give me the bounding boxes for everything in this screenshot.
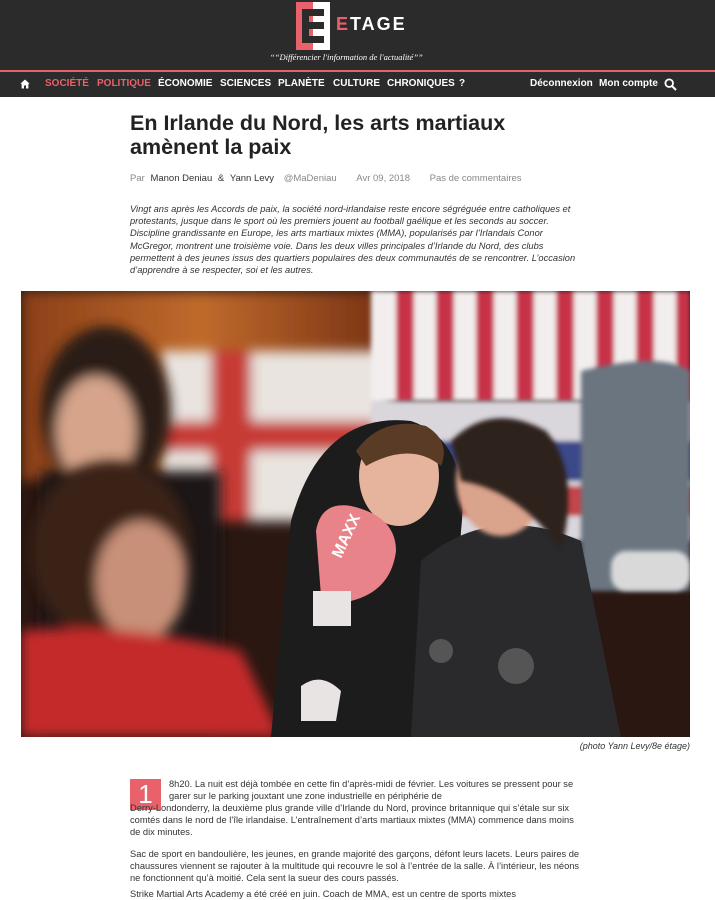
- paragraph-1: Derry-Londonderry, la deuxième plus grande ville d’Irlande du Nord, province britannique qui s’étale sur six comtés dans le nord de l’île irlandaise. L’entraînement d’arts martiaux mixtes (MMA) commence dans moins de dix minutes.: [130, 803, 574, 838]
- photo-illustration: [21, 291, 690, 737]
- logo-wordmark[interactable]: ETAGE: [336, 14, 407, 34]
- nav-item-sciences[interactable]: SCIENCES: [220, 78, 272, 89]
- paragraph-3: Strike Martial Arts Academy a été créé en juin. Coach de MMA, est un centre de sports mixtes: [130, 889, 516, 899]
- tagline: ““Différencier l'information de l'actualité””: [270, 52, 423, 62]
- nav-item-planete[interactable]: PLANÈTE: [278, 78, 325, 89]
- article-photo: [21, 291, 690, 737]
- search-icon[interactable]: [664, 78, 677, 91]
- nav-item-societe[interactable]: SOCIÉTÉ: [45, 78, 89, 89]
- author-separator: &: [217, 173, 225, 184]
- site-header: [0, 0, 715, 70]
- author-link[interactable]: Yann Levy: [229, 173, 275, 184]
- nav-item-economie[interactable]: ÉCONOMIE: [158, 78, 213, 89]
- author-link[interactable]: Manon Deniau: [150, 173, 213, 184]
- article-title: En Irlande du Nord, les arts martiaux amènent la paix: [130, 111, 506, 159]
- nav-item-chroniques[interactable]: CHRONIQUES: [387, 78, 455, 89]
- main-nav: [0, 70, 715, 97]
- meta-by: Par: [130, 173, 145, 184]
- glove-text: MAXX: [329, 511, 365, 561]
- comments-link[interactable]: Pas de commentaires: [429, 173, 522, 184]
- nav-item-politique[interactable]: POLITIQUE: [97, 78, 151, 89]
- nav-item-culture[interactable]: CULTURE: [333, 78, 381, 89]
- article-lede: Vingt ans après les Accords de paix, la société nord-irlandaise reste encore ségréguée entre catholiques et protestants, jusque dans le sport où les premiers jouent au football gaélique et les seconds au soccer. Discipline grandissante en Europe, les arts martiaux mixtes (MMA), popularisés par l’Irlandais Conor McGregor, montrent une troisième voie. Dans les deux villes principales d’Irlande du Nord, des clubs permettent à des jeunes issus des quartiers populaires des deux communautés de se rencontrer. L’occasion d’apprendre à se respecter, soi et les autres.: [130, 204, 576, 276]
- article-date: Avr 09, 2018: [356, 173, 410, 184]
- nav-item-help[interactable]: ?: [459, 78, 466, 89]
- dropcap: 1: [130, 779, 161, 810]
- logo-mark[interactable]: [296, 2, 330, 50]
- paragraph-1-lead: 8h20. La nuit est déjà tombée en cette fin d’après-midi de février. Les voitures se pressent pour se garer sur le parking jouxtant une zone industrielle en périphérie de: [169, 779, 574, 802]
- logout-link[interactable]: Déconnexion: [530, 78, 593, 89]
- paragraph-2: Sac de sport en bandoulière, les jeunes, en grande majorité des garçons, défont leurs lacets. Leurs paires de chaussures viennent se rajouter à la multitude qui recouvre le sol à l’entrée de la salle. À l’intérieur, les néons ne fonctionnent qu’à moitié. Cela sent la sueur des cours passés.: [130, 849, 580, 884]
- author-handle[interactable]: @MaDeniau: [283, 173, 337, 184]
- account-link[interactable]: Mon compte: [599, 78, 658, 89]
- home-icon[interactable]: [20, 79, 30, 89]
- article-meta: [130, 173, 522, 184]
- photo-caption: (photo Yann Levy/8e étage): [579, 741, 690, 751]
